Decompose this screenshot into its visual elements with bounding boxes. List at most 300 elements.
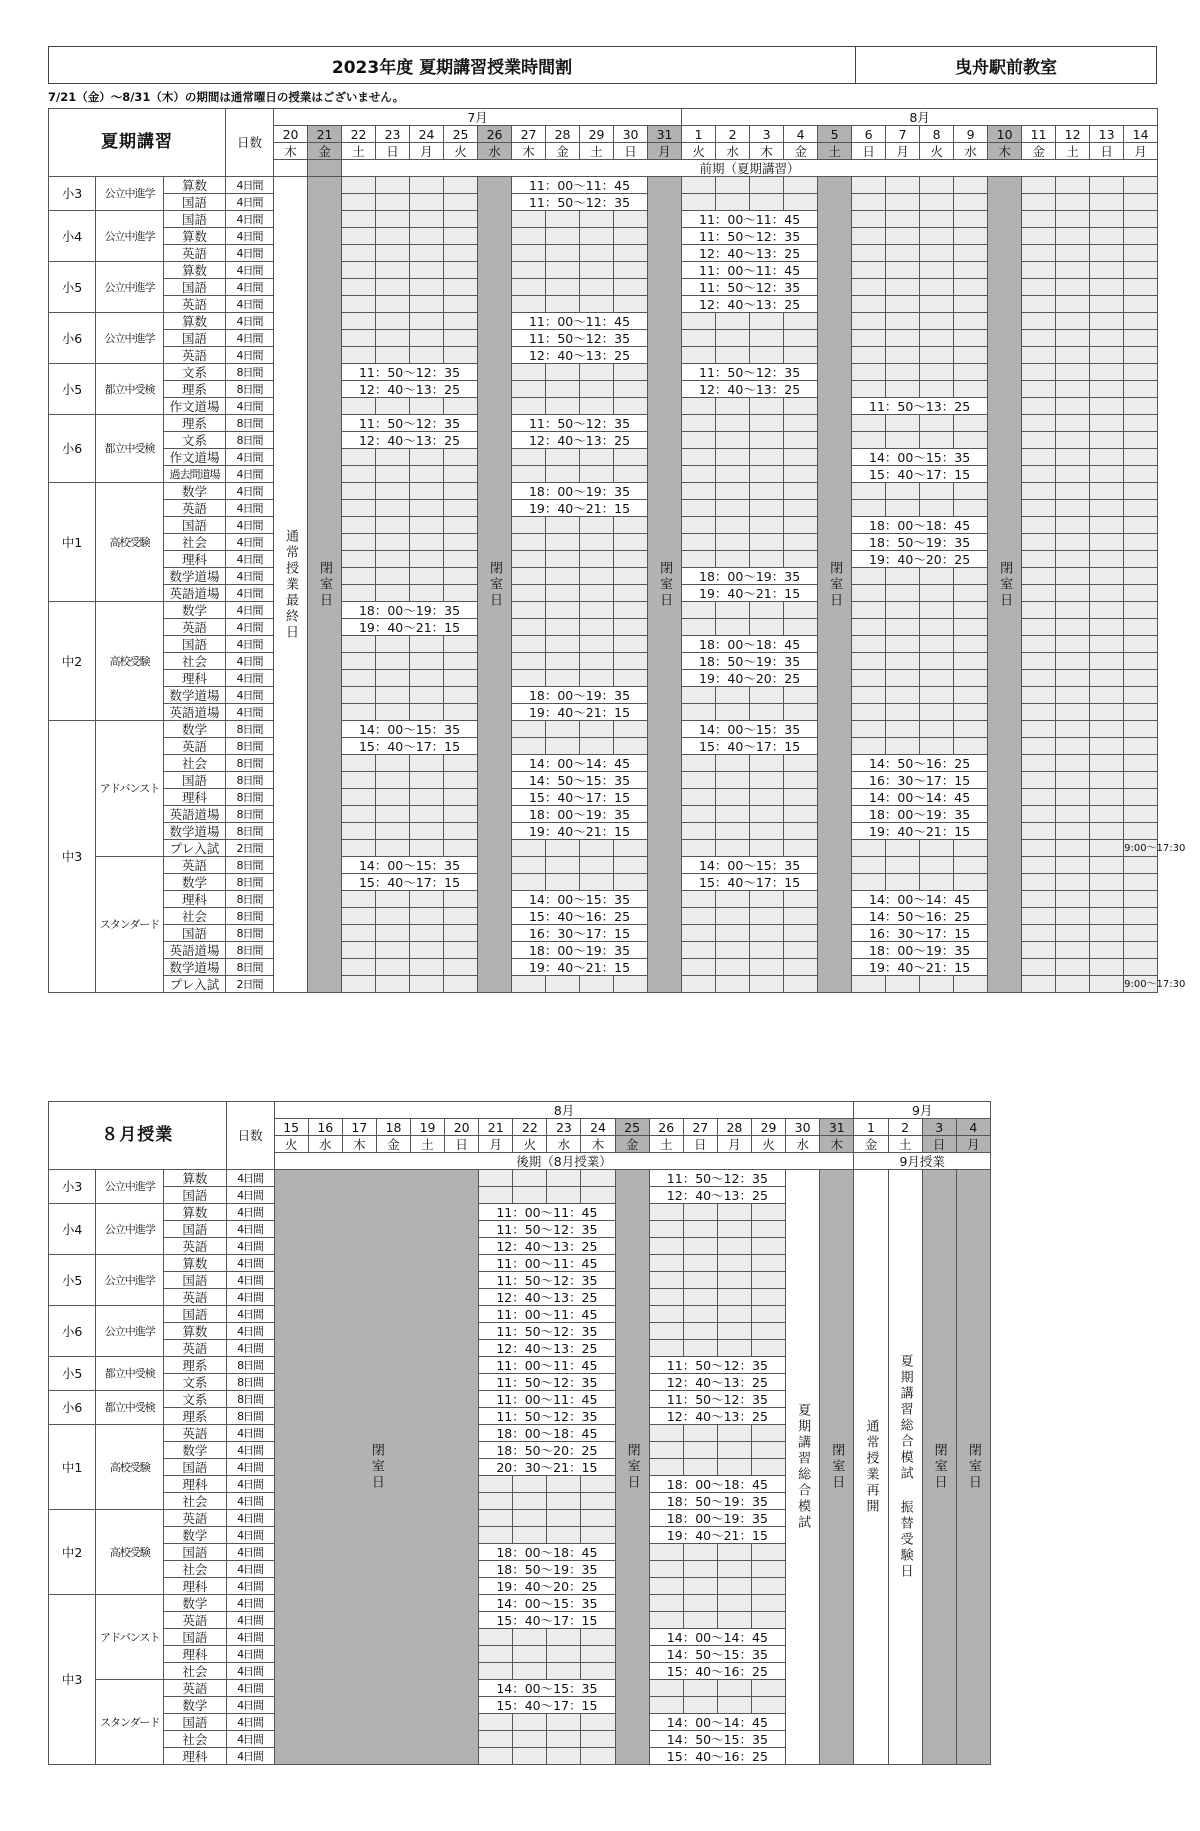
empty-day-cell bbox=[683, 1561, 717, 1578]
empty-day-cell bbox=[1090, 551, 1124, 568]
empty-day-cell bbox=[1056, 398, 1090, 415]
empty-day-cell bbox=[954, 585, 988, 602]
empty-day-cell bbox=[547, 1646, 581, 1663]
duration-cell: 4日間 bbox=[226, 1289, 274, 1306]
empty-day-cell bbox=[513, 1170, 547, 1187]
empty-day-cell bbox=[1022, 619, 1056, 636]
class-time-cell: 19：40～20：25 bbox=[852, 551, 988, 568]
empty-day-cell bbox=[920, 687, 954, 704]
empty-day-cell bbox=[1056, 228, 1090, 245]
empty-day-cell bbox=[1022, 177, 1056, 194]
empty-day-cell bbox=[717, 1255, 751, 1272]
subject-cell: 英語 bbox=[164, 500, 226, 517]
class-time-cell: 11：50～12：35 bbox=[512, 415, 648, 432]
class-time-cell: 14：00～14：45 bbox=[852, 789, 988, 806]
subject-cell: 数学 bbox=[164, 874, 226, 891]
duration-cell: 8日間 bbox=[226, 721, 274, 738]
empty-day-cell bbox=[614, 738, 648, 755]
empty-day-cell bbox=[376, 194, 410, 211]
duration-cell: 4日間 bbox=[226, 1459, 274, 1476]
course-type-cell: 公立中進学 bbox=[96, 1306, 164, 1357]
empty-day-cell bbox=[444, 772, 478, 789]
empty-day-cell bbox=[1124, 704, 1158, 721]
course-type-cell: 高校受験 bbox=[96, 602, 164, 721]
empty-day-cell bbox=[716, 415, 750, 432]
date-cell: 4 bbox=[784, 126, 818, 143]
empty-day-cell bbox=[683, 1255, 717, 1272]
empty-day-cell bbox=[1056, 211, 1090, 228]
empty-day-cell bbox=[852, 245, 886, 262]
empty-day-cell bbox=[1090, 636, 1124, 653]
period-label: 前期（夏期講習） bbox=[342, 160, 1158, 177]
empty-day-cell bbox=[1090, 177, 1124, 194]
empty-day-cell bbox=[716, 619, 750, 636]
empty-day-cell bbox=[750, 602, 784, 619]
empty-day-cell bbox=[1056, 959, 1090, 976]
empty-day-cell bbox=[342, 211, 376, 228]
class-time-cell: 11：50～12：35 bbox=[682, 364, 818, 381]
empty-day-cell bbox=[716, 483, 750, 500]
empty-day-cell bbox=[716, 330, 750, 347]
subject-cell: 数学 bbox=[164, 1697, 226, 1714]
empty-day-cell bbox=[376, 755, 410, 772]
empty-day-cell bbox=[1090, 483, 1124, 500]
empty-day-cell bbox=[920, 857, 954, 874]
duration-cell: 2日間 bbox=[226, 840, 274, 857]
empty-day-cell bbox=[512, 245, 546, 262]
empty-day-cell bbox=[784, 313, 818, 330]
empty-day-cell bbox=[547, 1170, 581, 1187]
empty-day-cell bbox=[886, 245, 920, 262]
subject-cell: 理科 bbox=[164, 1646, 226, 1663]
empty-day-cell bbox=[512, 670, 546, 687]
days-column-header: 日数 bbox=[226, 1102, 274, 1170]
empty-day-cell bbox=[513, 1731, 547, 1748]
empty-day-cell bbox=[716, 534, 750, 551]
subject-cell: 社会 bbox=[164, 755, 226, 772]
empty-day-cell bbox=[547, 1731, 581, 1748]
empty-day-cell bbox=[1022, 908, 1056, 925]
duration-cell: 4日間 bbox=[226, 619, 274, 636]
subject-cell: 算数 bbox=[164, 1255, 226, 1272]
subject-cell: 文系 bbox=[164, 432, 226, 449]
empty-day-cell bbox=[954, 500, 988, 517]
date-cell: 22 bbox=[342, 126, 376, 143]
empty-day-cell bbox=[682, 602, 716, 619]
class-time-cell: 19：40～21：15 bbox=[512, 704, 648, 721]
class-time-cell: 12：40～13：25 bbox=[649, 1187, 785, 1204]
date-cell: 27 bbox=[512, 126, 546, 143]
grade-cell: 中3 bbox=[49, 721, 96, 993]
empty-day-cell bbox=[376, 500, 410, 517]
empty-day-cell bbox=[342, 942, 376, 959]
subject-cell: 数学 bbox=[164, 1527, 226, 1544]
subject-cell: 英語道場 bbox=[164, 806, 226, 823]
empty-day-cell bbox=[547, 1493, 581, 1510]
empty-day-cell bbox=[376, 959, 410, 976]
empty-day-cell bbox=[444, 942, 478, 959]
subject-cell: 国語 bbox=[164, 1221, 226, 1238]
empty-day-cell bbox=[1056, 908, 1090, 925]
grade-cell: 小4 bbox=[49, 211, 96, 262]
empty-day-cell bbox=[614, 398, 648, 415]
empty-day-cell bbox=[614, 296, 648, 313]
duration-cell: 4日間 bbox=[226, 1731, 274, 1748]
class-time-cell: 11：50～12：35 bbox=[649, 1170, 785, 1187]
empty-day-cell bbox=[886, 228, 920, 245]
empty-day-cell bbox=[716, 687, 750, 704]
class-time-cell: 14：50～15：35 bbox=[512, 772, 648, 789]
empty-day-cell bbox=[716, 806, 750, 823]
weekday-cell: 日 bbox=[1090, 143, 1124, 160]
grade-cell: 中3 bbox=[49, 1595, 96, 1765]
empty-day-cell bbox=[513, 1748, 547, 1765]
empty-day-cell bbox=[954, 415, 988, 432]
empty-day-cell bbox=[751, 1221, 785, 1238]
empty-day-cell bbox=[342, 755, 376, 772]
empty-day-cell bbox=[682, 789, 716, 806]
empty-day-cell bbox=[342, 517, 376, 534]
empty-day-cell bbox=[547, 1510, 581, 1527]
empty-day-cell bbox=[750, 823, 784, 840]
empty-day-cell bbox=[784, 976, 818, 993]
empty-day-cell bbox=[546, 466, 580, 483]
duration-cell: 8日間 bbox=[226, 857, 274, 874]
duration-cell: 4日間 bbox=[226, 1306, 274, 1323]
empty-day-cell bbox=[546, 585, 580, 602]
mock-exam-time: 9:00～17:30 bbox=[1124, 840, 1158, 857]
class-time-cell: 11：50～12：35 bbox=[342, 415, 478, 432]
empty-day-cell bbox=[886, 857, 920, 874]
date-cell: 3 bbox=[750, 126, 784, 143]
subject-cell: 理科 bbox=[164, 891, 226, 908]
weekday-cell: 月 bbox=[886, 143, 920, 160]
class-time-cell: 14：00～15：35 bbox=[852, 449, 988, 466]
empty-day-cell bbox=[410, 908, 444, 925]
empty-day-cell bbox=[920, 279, 954, 296]
empty-day-cell bbox=[717, 1612, 751, 1629]
date-cell: 5 bbox=[818, 126, 852, 143]
empty-day-cell bbox=[1090, 211, 1124, 228]
empty-day-cell bbox=[649, 1289, 683, 1306]
class-time-cell: 18：00～18：45 bbox=[682, 636, 818, 653]
class-time-cell: 11：00～11：45 bbox=[479, 1255, 615, 1272]
empty-day-cell bbox=[920, 381, 954, 398]
empty-day-cell bbox=[581, 1646, 615, 1663]
class-time-cell: 18：00～18：45 bbox=[649, 1476, 785, 1493]
empty-day-cell bbox=[546, 738, 580, 755]
empty-day-cell bbox=[716, 177, 750, 194]
empty-day-cell bbox=[444, 177, 478, 194]
empty-day-cell bbox=[614, 602, 648, 619]
date-cell: 4 bbox=[956, 1119, 990, 1136]
subject-cell: 算数 bbox=[164, 177, 226, 194]
class-time-cell: 11：50～12：35 bbox=[479, 1272, 615, 1289]
empty-day-cell bbox=[750, 313, 784, 330]
empty-day-cell bbox=[410, 840, 444, 857]
empty-day-cell bbox=[513, 1629, 547, 1646]
class-time-cell: 12：40～13：25 bbox=[479, 1340, 615, 1357]
empty-day-cell bbox=[682, 806, 716, 823]
empty-day-cell bbox=[683, 1306, 717, 1323]
empty-day-cell bbox=[716, 500, 750, 517]
class-time-cell: 12：40～13：25 bbox=[512, 347, 648, 364]
empty-day-cell bbox=[1056, 177, 1090, 194]
subject-cell: 文系 bbox=[164, 1374, 226, 1391]
empty-day-cell bbox=[920, 330, 954, 347]
empty-day-cell bbox=[649, 1459, 683, 1476]
empty-day-cell bbox=[342, 585, 376, 602]
closed-day-column: 閉室日 bbox=[922, 1170, 956, 1765]
course-type-cell: 公立中進学 bbox=[96, 262, 164, 313]
empty-day-cell bbox=[1090, 347, 1124, 364]
empty-day-cell bbox=[682, 177, 716, 194]
duration-cell: 8日間 bbox=[226, 1357, 274, 1374]
empty-day-cell bbox=[1124, 279, 1158, 296]
empty-day-cell bbox=[716, 823, 750, 840]
empty-day-cell bbox=[852, 602, 886, 619]
empty-day-cell bbox=[920, 500, 954, 517]
empty-day-cell bbox=[1124, 296, 1158, 313]
empty-day-cell bbox=[784, 500, 818, 517]
duration-cell: 8日間 bbox=[226, 755, 274, 772]
empty-day-cell bbox=[342, 925, 376, 942]
subject-cell: 国語 bbox=[164, 517, 226, 534]
duration-cell: 4日間 bbox=[226, 1510, 274, 1527]
empty-day-cell bbox=[342, 704, 376, 721]
empty-day-cell bbox=[649, 1578, 683, 1595]
empty-day-cell bbox=[682, 551, 716, 568]
empty-day-cell bbox=[682, 398, 716, 415]
empty-day-cell bbox=[546, 602, 580, 619]
empty-day-cell bbox=[649, 1306, 683, 1323]
empty-day-cell bbox=[954, 857, 988, 874]
empty-day-cell bbox=[342, 551, 376, 568]
date-cell: 24 bbox=[410, 126, 444, 143]
empty-day-cell bbox=[1090, 670, 1124, 687]
weekday-cell: 水 bbox=[786, 1136, 820, 1153]
empty-day-cell bbox=[512, 619, 546, 636]
closed-day-column: 閉室日 bbox=[615, 1170, 649, 1765]
empty-day-cell bbox=[784, 704, 818, 721]
empty-day-cell bbox=[513, 1527, 547, 1544]
empty-day-cell bbox=[1022, 636, 1056, 653]
empty-day-cell bbox=[751, 1561, 785, 1578]
empty-day-cell bbox=[852, 228, 886, 245]
empty-day-cell bbox=[580, 279, 614, 296]
weekday-cell: 火 bbox=[274, 1136, 308, 1153]
empty-day-cell bbox=[954, 721, 988, 738]
empty-day-cell bbox=[954, 364, 988, 381]
empty-day-cell bbox=[683, 1697, 717, 1714]
subject-cell: 数学 bbox=[164, 1442, 226, 1459]
duration-cell: 8日間 bbox=[226, 432, 274, 449]
empty-day-cell bbox=[512, 874, 546, 891]
empty-day-cell bbox=[717, 1272, 751, 1289]
subject-cell: 社会 bbox=[164, 534, 226, 551]
empty-day-cell bbox=[1022, 551, 1056, 568]
empty-day-cell bbox=[342, 245, 376, 262]
empty-day-cell bbox=[750, 789, 784, 806]
empty-day-cell bbox=[852, 364, 886, 381]
subject-cell: 数学 bbox=[164, 483, 226, 500]
weekday-cell: 月 bbox=[479, 1136, 513, 1153]
empty-day-cell bbox=[410, 755, 444, 772]
empty-day-cell bbox=[342, 313, 376, 330]
empty-day-cell bbox=[784, 449, 818, 466]
empty-day-cell bbox=[546, 296, 580, 313]
date-cell: 16 bbox=[308, 1119, 342, 1136]
subject-cell: 国語 bbox=[164, 925, 226, 942]
empty-day-cell bbox=[683, 1323, 717, 1340]
empty-day-cell bbox=[717, 1561, 751, 1578]
empty-day-cell bbox=[342, 534, 376, 551]
empty-day-cell bbox=[444, 704, 478, 721]
empty-day-cell bbox=[649, 1323, 683, 1340]
empty-day-cell bbox=[886, 653, 920, 670]
empty-day-cell bbox=[376, 925, 410, 942]
empty-day-cell bbox=[886, 602, 920, 619]
empty-day-cell bbox=[1090, 245, 1124, 262]
duration-cell: 4日間 bbox=[226, 1544, 274, 1561]
class-time-cell: 11：50～12：35 bbox=[479, 1374, 615, 1391]
subject-cell: 英語 bbox=[164, 347, 226, 364]
empty-day-cell bbox=[410, 925, 444, 942]
empty-day-cell bbox=[376, 534, 410, 551]
empty-day-cell bbox=[581, 1170, 615, 1187]
subject-cell: 算数 bbox=[164, 313, 226, 330]
empty-day-cell bbox=[716, 398, 750, 415]
empty-day-cell bbox=[547, 1527, 581, 1544]
empty-day-cell bbox=[1124, 330, 1158, 347]
class-time-cell: 11：00～11：45 bbox=[682, 262, 818, 279]
duration-cell: 4日間 bbox=[226, 330, 274, 347]
duration-cell: 4日間 bbox=[226, 347, 274, 364]
date-cell: 30 bbox=[786, 1119, 820, 1136]
empty-day-cell bbox=[444, 840, 478, 857]
empty-day-cell bbox=[410, 670, 444, 687]
empty-day-cell bbox=[342, 177, 376, 194]
date-cell: 28 bbox=[717, 1119, 751, 1136]
duration-cell: 4日間 bbox=[226, 517, 274, 534]
empty-day-cell bbox=[1056, 636, 1090, 653]
duration-cell: 8日間 bbox=[226, 789, 274, 806]
empty-day-cell bbox=[614, 449, 648, 466]
weekday-cell: 日 bbox=[445, 1136, 479, 1153]
empty-day-cell bbox=[512, 857, 546, 874]
empty-day-cell bbox=[376, 245, 410, 262]
empty-day-cell bbox=[410, 891, 444, 908]
grade-cell: 小5 bbox=[49, 262, 96, 313]
class-time-cell: 18：00～19：35 bbox=[512, 942, 648, 959]
date-cell: 2 bbox=[888, 1119, 922, 1136]
date-cell: 25 bbox=[444, 126, 478, 143]
empty-day-cell bbox=[920, 976, 954, 993]
class-time-cell: 19：40～21：15 bbox=[342, 619, 478, 636]
subject-cell: 英語 bbox=[164, 296, 226, 313]
empty-day-cell bbox=[852, 721, 886, 738]
empty-day-cell bbox=[410, 942, 444, 959]
grade-cell: 小6 bbox=[49, 415, 96, 483]
date-cell: 25 bbox=[615, 1119, 649, 1136]
empty-day-cell bbox=[1090, 789, 1124, 806]
empty-day-cell bbox=[1022, 296, 1056, 313]
subject-cell: 国語 bbox=[164, 211, 226, 228]
course-type-cell: 高校受験 bbox=[96, 483, 164, 602]
empty-day-cell bbox=[886, 738, 920, 755]
subject-cell: 文系 bbox=[164, 364, 226, 381]
empty-day-cell bbox=[1022, 500, 1056, 517]
class-time-cell: 15：40～17：15 bbox=[682, 874, 818, 891]
weekday-cell: 土 bbox=[818, 143, 852, 160]
empty-day-cell bbox=[342, 466, 376, 483]
empty-day-cell bbox=[682, 194, 716, 211]
closed-spacer bbox=[308, 160, 342, 177]
empty-day-cell bbox=[546, 636, 580, 653]
empty-day-cell bbox=[649, 1272, 683, 1289]
class-time-cell: 14：00～15：35 bbox=[479, 1595, 615, 1612]
date-cell: 29 bbox=[580, 126, 614, 143]
empty-day-cell bbox=[581, 1510, 615, 1527]
grade-cell: 中2 bbox=[49, 602, 96, 721]
empty-day-cell bbox=[479, 1476, 513, 1493]
subject-cell: 英語 bbox=[164, 619, 226, 636]
empty-day-cell bbox=[581, 1714, 615, 1731]
duration-cell: 8日間 bbox=[226, 381, 274, 398]
class-time-cell: 15：40～17：15 bbox=[512, 789, 648, 806]
empty-day-cell bbox=[649, 1561, 683, 1578]
empty-day-cell bbox=[920, 568, 954, 585]
empty-day-cell bbox=[716, 942, 750, 959]
empty-day-cell bbox=[1056, 687, 1090, 704]
empty-day-cell bbox=[751, 1459, 785, 1476]
class-time-cell: 18：50～19：35 bbox=[649, 1493, 785, 1510]
class-time-cell: 11：50～13：25 bbox=[852, 398, 988, 415]
closed-day-column: 閉室日 bbox=[308, 177, 342, 993]
empty-day-cell bbox=[580, 262, 614, 279]
empty-day-cell bbox=[1056, 194, 1090, 211]
empty-day-cell bbox=[580, 466, 614, 483]
class-time-cell: 14：00～15：35 bbox=[342, 857, 478, 874]
empty-day-cell bbox=[376, 517, 410, 534]
class-time-cell: 14：00～15：35 bbox=[682, 721, 818, 738]
empty-day-cell bbox=[683, 1544, 717, 1561]
empty-day-cell bbox=[852, 636, 886, 653]
date-cell: 21 bbox=[479, 1119, 513, 1136]
empty-day-cell bbox=[886, 874, 920, 891]
weekday-cell: 月 bbox=[956, 1136, 990, 1153]
empty-day-cell bbox=[479, 1527, 513, 1544]
empty-day-cell bbox=[750, 534, 784, 551]
course-type-cell: 公立中進学 bbox=[96, 1255, 164, 1306]
course-type-cell: 公立中進学 bbox=[96, 1204, 164, 1255]
empty-day-cell bbox=[580, 840, 614, 857]
empty-day-cell bbox=[954, 704, 988, 721]
empty-day-cell bbox=[1124, 823, 1158, 840]
empty-day-cell bbox=[682, 517, 716, 534]
empty-day-cell bbox=[784, 347, 818, 364]
duration-cell: 4日間 bbox=[226, 296, 274, 313]
class-time-cell: 16：30～17：15 bbox=[512, 925, 648, 942]
empty-day-cell bbox=[513, 1663, 547, 1680]
empty-day-cell bbox=[479, 1731, 513, 1748]
empty-day-cell bbox=[444, 670, 478, 687]
empty-day-cell bbox=[410, 976, 444, 993]
class-time-cell: 14：50～16：25 bbox=[852, 908, 988, 925]
weekday-cell: 金 bbox=[784, 143, 818, 160]
empty-day-cell bbox=[580, 585, 614, 602]
class-time-cell: 15：40～17：15 bbox=[342, 738, 478, 755]
